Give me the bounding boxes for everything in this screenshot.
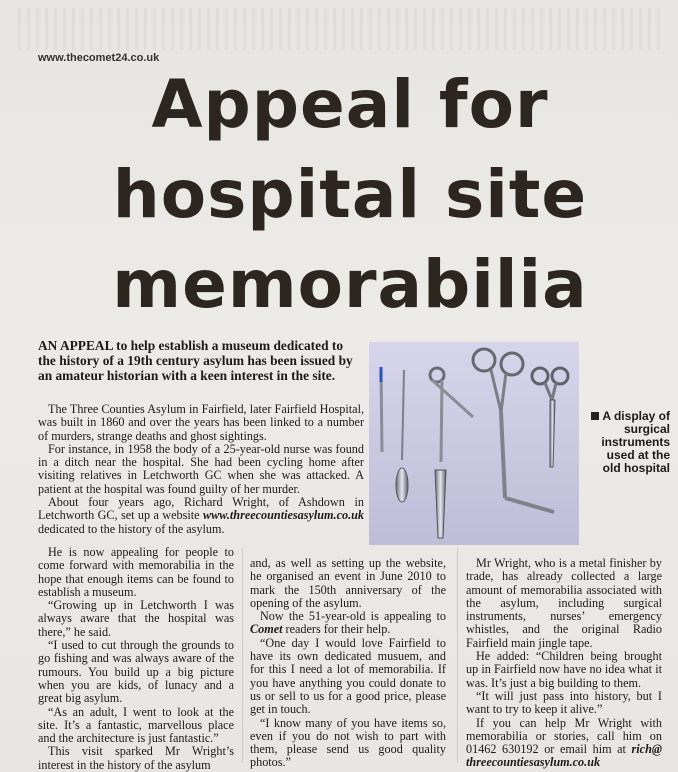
- column-divider: [457, 548, 458, 763]
- caption-text: A display of surgical instruments used at the old hospital: [601, 409, 670, 475]
- paragraph: “It will just pass into history, but I want to try to keep it alive.”: [466, 688, 662, 717]
- paragraph: “As an adult, I went to look at the site. It’s a fantastic, marvellous place and the architecture is just fantastic.”: [38, 704, 234, 746]
- paragraph: [250, 610, 446, 637]
- newspaper-name: Comet: [250, 622, 283, 637]
- column-3: [466, 557, 662, 770]
- paragraph: “I know many of you have items so, even if you do not wish to part with them, please send us good quality photos.”: [250, 715, 446, 770]
- paragraph: This visit sparked Mr Wright’s interest in the history of the asylum: [38, 744, 234, 772]
- paragraph: The Three Counties Asylum in Fairfield, later Fairfield Hospital, was built in 1860 and over the years has been linked to a number of murders, strange deaths and ghost sightings.: [38, 402, 364, 443]
- paragraph-text: Now the 51-year-old is appealing to: [260, 609, 446, 624]
- body-top: [38, 403, 364, 536]
- paragraph: and, as well as setting up the website, he organised an event in June 2010 to mark the 150th anniversary of the opening of the asylum.: [250, 556, 446, 610]
- column-divider: [242, 548, 243, 763]
- paragraph: “Growing up in Letchworth I was always aware that the hospital was there,” he said.: [38, 598, 234, 639]
- headline: [40, 60, 660, 330]
- paragraph: “I used to cut through the grounds to go fishing and was always aware of the rumours. You build up a big picture when you are kids, of lunacy and a great big asylum.: [38, 638, 234, 706]
- site-url: www.thecomet24.co.uk: [38, 52, 160, 64]
- column-1: [38, 546, 234, 772]
- paragraph-text: If you can help Mr Wright with memorabilia or stories, call him on 01462 630192 or email him at: [466, 715, 662, 757]
- column-2: [250, 557, 446, 770]
- paragraph: Mr Wright, who is a metal finisher by trade, has already collected a large amount of memorabilia associated with the asylum, including surgical instruments, nurses’ emergency whistles, and the original Radio Fairfield main jingle tape.: [466, 556, 662, 650]
- paragraph: He added: “Children being brought up in Fairfield now have no idea what it was. It’s just a big building to them.: [466, 649, 662, 690]
- paragraph: [38, 496, 364, 536]
- intro-paragraph: AN APPEAL to help establish a museum dedicated to the history of a 19th century asylum has been issued by an amateur historian with a keen interest in the site.: [38, 338, 353, 383]
- surgical-instruments-photo: [369, 342, 579, 545]
- paragraph: He is now appealing for people to come forward with memorabilia in the hope that enough items can be found to establish a museum.: [38, 545, 234, 599]
- bullet-square-icon: [591, 412, 599, 420]
- website-url: www.threecountiesasylum.co.uk: [202, 508, 364, 523]
- contact-email: rich@ threecountiesasylum.co.uk: [466, 742, 663, 770]
- print-bleed-through: [18, 8, 660, 50]
- photo-caption: [588, 410, 670, 475]
- headline-line-3: memorabilia: [112, 246, 588, 323]
- headline-line-2: hospital site: [112, 156, 588, 233]
- paragraph: “One day I would love Fairfield to have its own dedicated musuem, and for this I need a lot of memorabilia. If you have anything you could donate to us or sell to us for a good price, please get in touch.: [250, 635, 446, 717]
- paragraph-text: dedicated to the history of the asylum.: [38, 521, 225, 536]
- surgical-instruments-image: [369, 342, 579, 545]
- paragraph-text: readers for their help.: [285, 622, 391, 637]
- headline-line-1: Appeal for: [151, 66, 549, 143]
- paragraph-text: About four years ago, Richard Wright, of Ashdown in Letchworth GC, set up a website: [38, 495, 364, 523]
- paragraph: [466, 717, 662, 770]
- paragraph: For instance, in 1958 the body of a 25-year-old nurse was found in a ditch near the hospital. She had been cycling home after visiting relatives in Letchworth GC when she was attacked. A patient at the hospital was found guilty of her murder.: [38, 441, 364, 496]
